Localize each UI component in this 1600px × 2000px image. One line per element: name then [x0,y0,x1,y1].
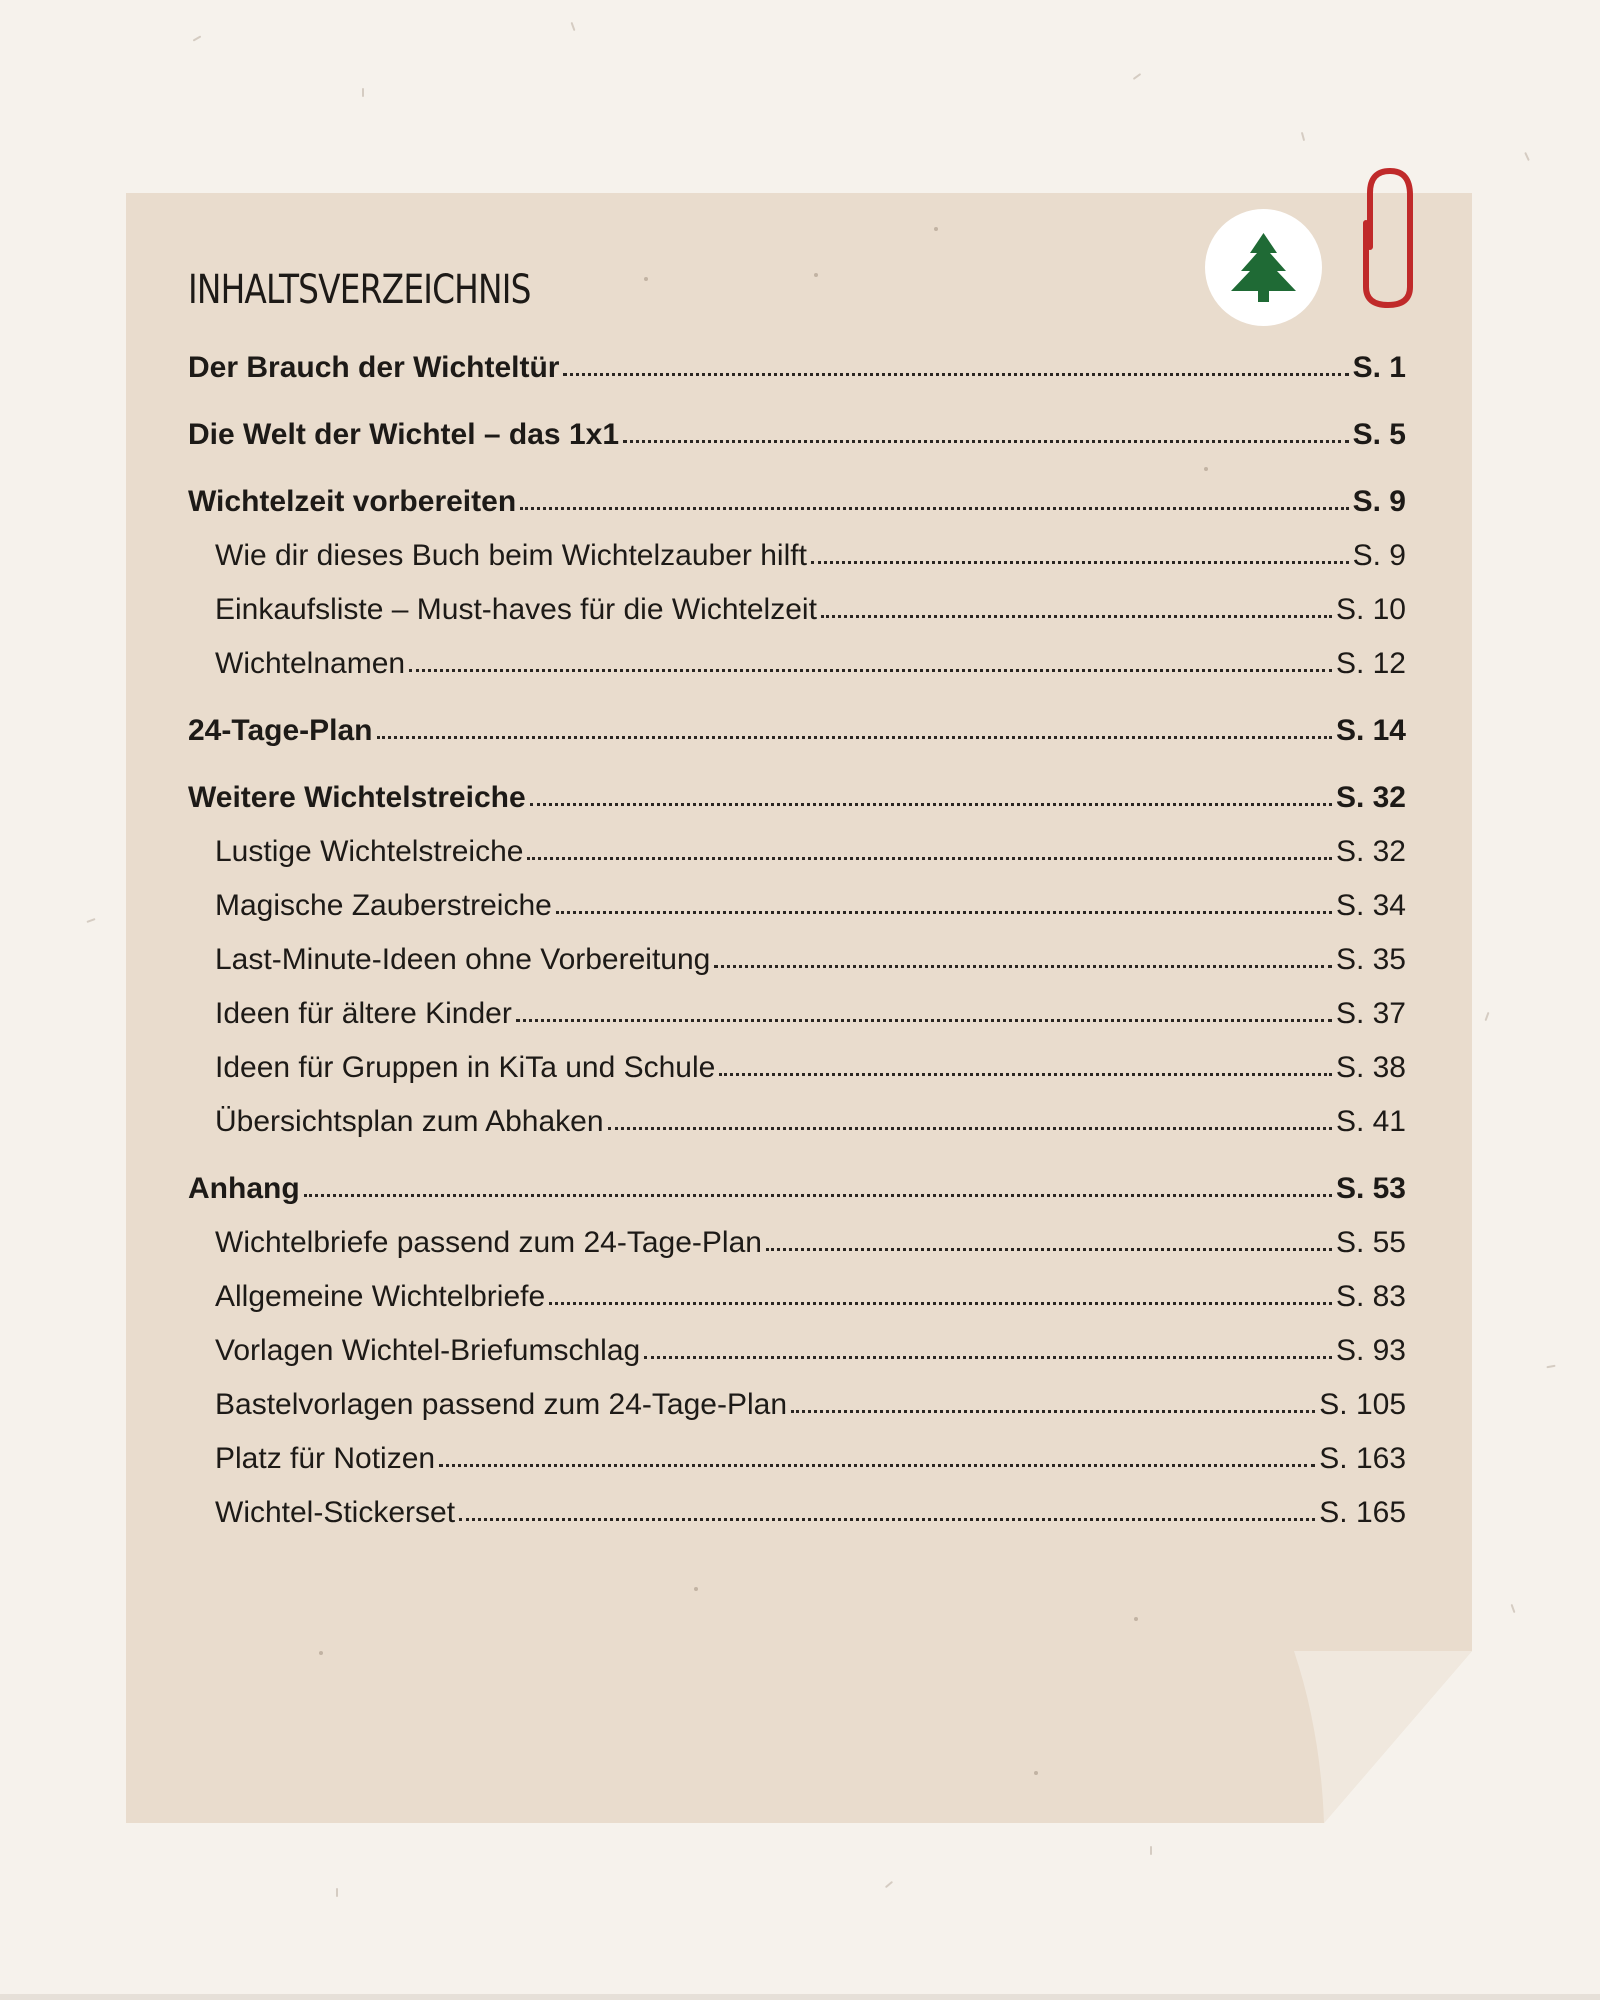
dot-leader [409,666,1332,672]
toc-entry-title: Die Welt der Wichtel – das 1x1 [188,418,620,451]
dot-leader [719,1070,1332,1076]
toc-chapter-entry [188,475,1406,529]
toc-title: INHALTSVERZEICHNIS [188,267,531,313]
background-speck [1524,152,1530,161]
toc-entry-title: Wichtel-Stickerset [215,1496,456,1529]
dot-leader [530,800,1332,806]
toc-section-entry [188,933,1406,987]
background-speck [1485,1012,1490,1021]
toc-entry-page: S. 14 [1335,714,1406,747]
background-speck [362,88,364,97]
toc-entry-title: Der Brauch der Wichteltür [188,351,560,384]
toc-chapter-entry [188,704,1406,758]
toc-section-entry [188,637,1406,691]
toc-entry-title: Wie dir dieses Buch beim Wichtelzauber hilft [215,539,807,572]
toc-entry-page: S. 9 [1352,485,1406,518]
toc-section-entry [188,987,1406,1041]
dot-leader [516,1016,1332,1022]
dot-leader [520,504,1348,510]
toc-section-entry [188,1095,1406,1149]
toc-paper-sheet [126,193,1472,1823]
toc-section-entry [188,825,1406,879]
dot-leader [791,1407,1315,1413]
toc-entry-title: Magische Zauberstreiche [215,889,552,922]
toc-section-entry [188,879,1406,933]
toc-section-entry [188,1486,1406,1540]
toc-entry-page: S. 38 [1335,1051,1406,1084]
dot-leader [714,962,1332,968]
toc-entry-page: S. 53 [1335,1172,1406,1205]
tree-badge [1205,209,1322,326]
toc-entry-page: S. 105 [1319,1388,1406,1421]
background-speck [1546,1365,1555,1369]
toc-entry-title: Platz für Notizen [215,1442,436,1475]
background-speck [571,22,576,31]
toc-chapter-entry [188,408,1406,462]
toc-entry-page: S. 32 [1335,835,1406,868]
toc-entry-page: S. 41 [1335,1105,1406,1138]
toc-entry-page: S. 32 [1335,781,1406,814]
toc-entry-page: S. 35 [1335,943,1406,976]
dot-leader [377,733,1332,739]
toc-entry-page: S. 37 [1335,997,1406,1030]
background-speck [1133,73,1142,80]
background-speck [336,1888,338,1897]
toc-entry-page: S. 5 [1352,418,1406,451]
toc-entry-title: Wichtelbriefe passend zum 24-Tage-Plan [215,1226,762,1259]
dot-leader [766,1245,1332,1251]
toc-entry-title: Vorlagen Wichtel-Briefumschlag [215,1334,641,1367]
dot-leader [821,612,1332,618]
christmas-tree-icon [1230,233,1297,303]
toc-entry-page: S. 34 [1335,889,1406,922]
toc-entry-page: S. 55 [1335,1226,1406,1259]
background-speck [1150,1846,1152,1855]
page-bottom-edge [0,1994,1600,2000]
dot-leader [556,908,1332,914]
toc-entry-page: S. 9 [1352,539,1406,572]
toc-entry-title: Wichtelzeit vorbereiten [188,485,517,518]
toc-section-entry [188,1216,1406,1270]
toc-entry-title: Bastelvorlagen passend zum 24-Tage-Plan [215,1388,788,1421]
toc-entry-title: 24-Tage-Plan [188,714,373,747]
toc-section-entry [188,1324,1406,1378]
toc-entry-page: S. 93 [1335,1334,1406,1367]
toc-section-entry [188,529,1406,583]
dot-leader [608,1124,1332,1130]
toc-entry-title: Ideen für ältere Kinder [215,997,512,1030]
dot-leader [623,437,1349,443]
toc-chapter-entry [188,1162,1406,1216]
dot-leader [549,1299,1332,1305]
toc-entry-page: S. 83 [1335,1280,1406,1313]
background-speck [885,1881,893,1888]
toc-section-entry [188,1041,1406,1095]
toc-entry-page: S. 163 [1319,1442,1406,1475]
toc-section-entry [188,1378,1406,1432]
background-speck [1511,1604,1516,1613]
paperclip-icon [1358,163,1424,313]
dot-leader [811,558,1349,564]
toc-entry-page: S. 1 [1352,351,1406,384]
dot-leader [644,1353,1332,1359]
toc-chapter-entry [188,341,1406,395]
background-speck [86,918,95,923]
toc-entry-title: Weitere Wichtelstreiche [188,781,526,814]
toc-entry-title: Last-Minute-Ideen ohne Vorbereitung [215,943,711,976]
toc-entry-title: Wichtelnamen [215,647,406,680]
toc-entry-title: Anhang [188,1172,300,1205]
dot-leader [304,1191,1332,1197]
dot-leader [527,854,1331,860]
toc-entry-title: Einkaufsliste – Must-haves für die Wichtelzeit [215,593,817,626]
toc-entry-page: S. 165 [1319,1496,1406,1529]
toc-list [188,341,1406,1540]
dot-leader [439,1461,1315,1467]
toc-entry-title: Allgemeine Wichtelbriefe [215,1280,546,1313]
toc-entry-page: S. 12 [1335,647,1406,680]
background-speck [1301,132,1305,141]
background-speck [193,35,202,41]
toc-section-entry [188,1270,1406,1324]
dot-leader [459,1515,1315,1521]
toc-chapter-entry [188,771,1406,825]
toc-section-entry [188,1432,1406,1486]
toc-entry-title: Lustige Wichtelstreiche [215,835,524,868]
toc-entry-title: Übersichtsplan zum Abhaken [215,1105,604,1138]
dot-leader [563,370,1348,376]
toc-entry-title: Ideen für Gruppen in KiTa und Schule [215,1051,716,1084]
toc-entry-page: S. 10 [1335,593,1406,626]
toc-section-entry [188,583,1406,637]
